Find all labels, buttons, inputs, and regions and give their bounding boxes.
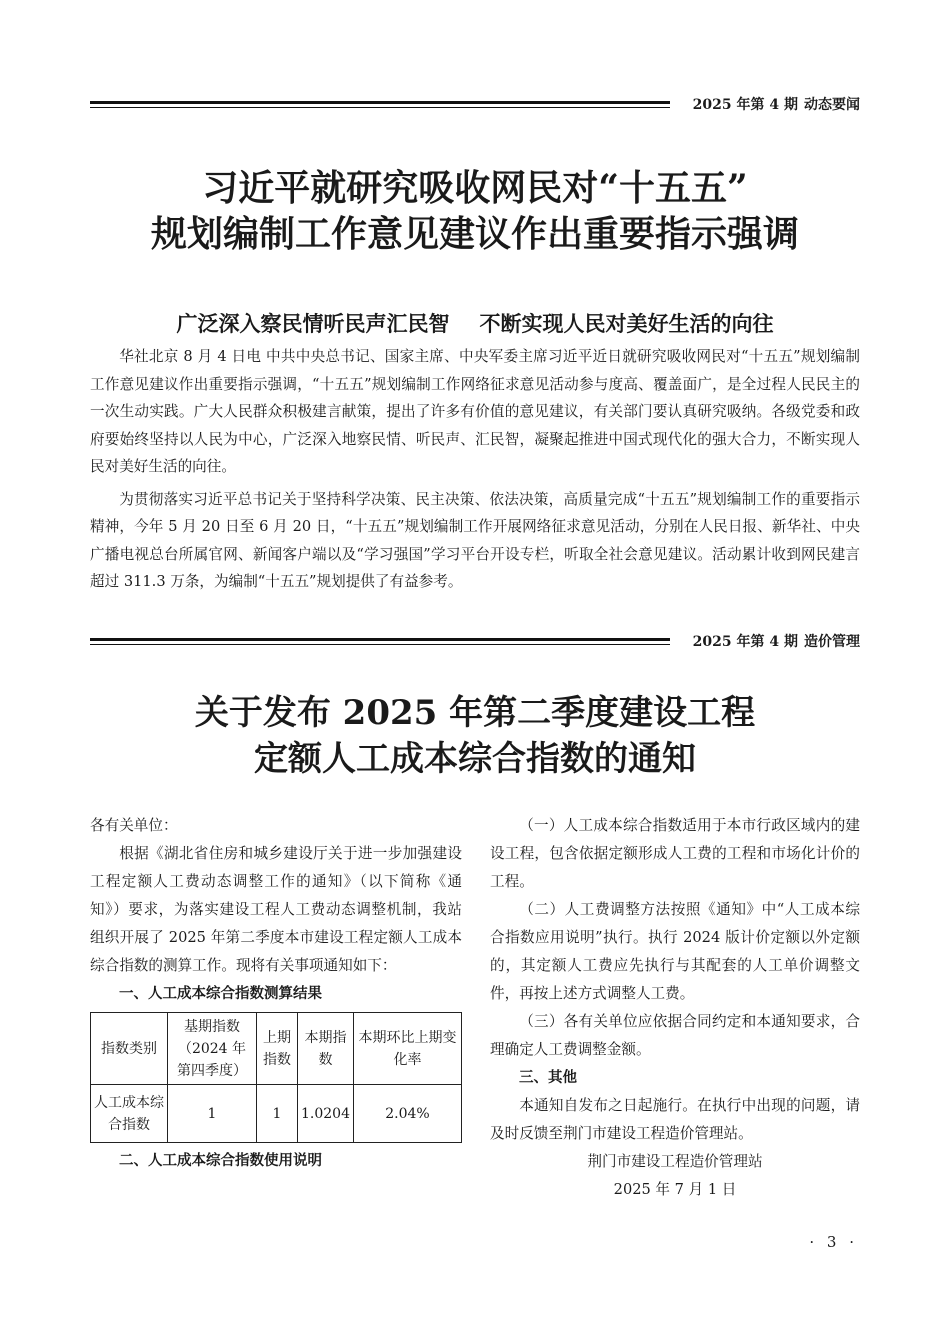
usage-item-2: （二）人工费调整方法按照《通知》中“人工成本综合指数应用说明”执行。执行 2024 版计价定额以外定额的，其定额人工费应先执行与其配套的人工单价调整文件，再按上述方式调整人工费。: [490, 901, 860, 1002]
article1-title-line1: 习近平就研究吸收网民对“十五五”: [202, 167, 748, 209]
article2-title-line1: 关于发布 2025 年第二季度建设工程: [194, 693, 756, 733]
table-header-cell: 本期环比上期变化率: [354, 1013, 462, 1085]
intro-paragraph: 根据《湖北省住房和城乡建设厅关于进一步加强建设工程定额人工费动态调整工作的通知》（以下简称《通知》）要求，为落实建设工程人工费动态调整机制，我站组织开展了 2025 年第二季度本市建设工程定额人工成本综合指数的测算工作。现将有关事项通知如下：: [90, 845, 462, 974]
issue-label: 2025 年第 4 期: [692, 634, 798, 650]
article1-title-line2: 规划编制工作意见建议作出重要指示强调: [150, 213, 799, 255]
page-number: · 3 ·: [809, 1233, 858, 1251]
index-table: [90, 1012, 462, 1143]
article1-paragraph-2: 为贯彻落实习近平总书记关于坚持科学决策、民主决策、依法决策，高质量完成“十五五”规划编制工作的重要指示精神，今年 5 月 20 日至 6 月 20 日，“十五五”规划编制工作开展网络征求意见活动，分别在人民日报、新华社、中央广播电视总台所属官网、新闻客户端以及“学习强国”学习平台开设专栏，听取全社会意见建议。活动累计收到网民建言超过 311.3 万条，为编制“十五五”规划提供了有益参考。: [90, 490, 860, 590]
subtitle-part2: 不断实现人民对美好生活的向往: [479, 312, 774, 336]
top-section-header: [90, 94, 860, 114]
table-header-cell: 指数类别: [91, 1013, 168, 1085]
table-header-cell: 基期指数（2024 年第四季度）: [168, 1013, 257, 1085]
header-label: [693, 631, 860, 651]
table-cell: 1: [257, 1085, 298, 1143]
section1-heading: 一、人工成本综合指数测算结果: [119, 986, 322, 1002]
table-cell: 1.0204: [298, 1085, 354, 1143]
table-header-cell: 本期指数: [298, 1013, 354, 1085]
mid-section-header: [90, 631, 860, 651]
article1-paragraph-1: 华社北京 8 月 4 日电 中共中央总书记、国家主席、中央军委主席习近平近日就研究吸收网民对“十五五”规划编制工作意见建议作出重要指示强调，“十五五”规划编制工作网络征求意见活动参与度高、覆盖面广，是全过程人民民主的一次生动实践。广大人民群众积极建言献策，提出了许多有价值的意见建议，有关部门要认真研究吸纳。各级党委和政府要始终坚持以人民为中心，广泛深入地察民情、听民声、汇民智，凝聚起推进中国式现代化的强大合力，不断实现人民对美好生活的向往。: [90, 348, 860, 475]
signature-org: 荆门市建设工程造价管理站: [587, 1153, 763, 1170]
article1-subtitle: [90, 308, 860, 338]
section2-heading: 二、人工成本综合指数使用说明: [119, 1153, 322, 1169]
header-rule-thin: [90, 644, 670, 645]
article2-left-column: [90, 812, 462, 1175]
table-header-cell: 上期指数: [257, 1013, 298, 1085]
section-label: 动态要闻: [804, 97, 860, 113]
signature-date: 2025 年 7 月 1 日: [613, 1181, 737, 1198]
section-label: 造价管理: [804, 634, 860, 650]
table-header-row: [91, 1013, 462, 1085]
article2-title: [90, 690, 860, 782]
header-rule: [90, 101, 670, 104]
header-rule: [90, 638, 670, 641]
article1-title: [90, 165, 860, 257]
usage-item-3: （三）各有关单位应依据合同约定和本通知要求，合理确定人工费调整金额。: [490, 1013, 860, 1058]
header-rule-thin: [90, 107, 670, 108]
issue-label: 2025 年第 4 期: [692, 97, 798, 113]
header-label: [693, 94, 860, 114]
subtitle-part1: 广泛深入察民情听民声汇民智: [176, 312, 450, 336]
closing-paragraph: 本通知自发布之日起施行。在执行中出现的问题，请及时反馈至荆门市建设工程造价管理站。: [490, 1097, 860, 1142]
article1-body: [90, 343, 860, 596]
table-cell: 2.04%: [354, 1085, 462, 1143]
article2-right-column: [490, 812, 860, 1204]
table-cell: 人工成本综合指数: [91, 1085, 168, 1143]
table-row: [91, 1085, 462, 1143]
salutation: 各有关单位：: [90, 817, 178, 834]
usage-item-1: （一）人工成本综合指数适用于本市行政区域内的建设工程，包含依据定额形成人工费的工程和市场化计价的工程。: [490, 817, 860, 890]
section3-heading: 三、其他: [519, 1070, 577, 1086]
article2-title-line2: 定额人工成本综合指数的通知: [254, 739, 696, 779]
table-cell: 1: [168, 1085, 257, 1143]
